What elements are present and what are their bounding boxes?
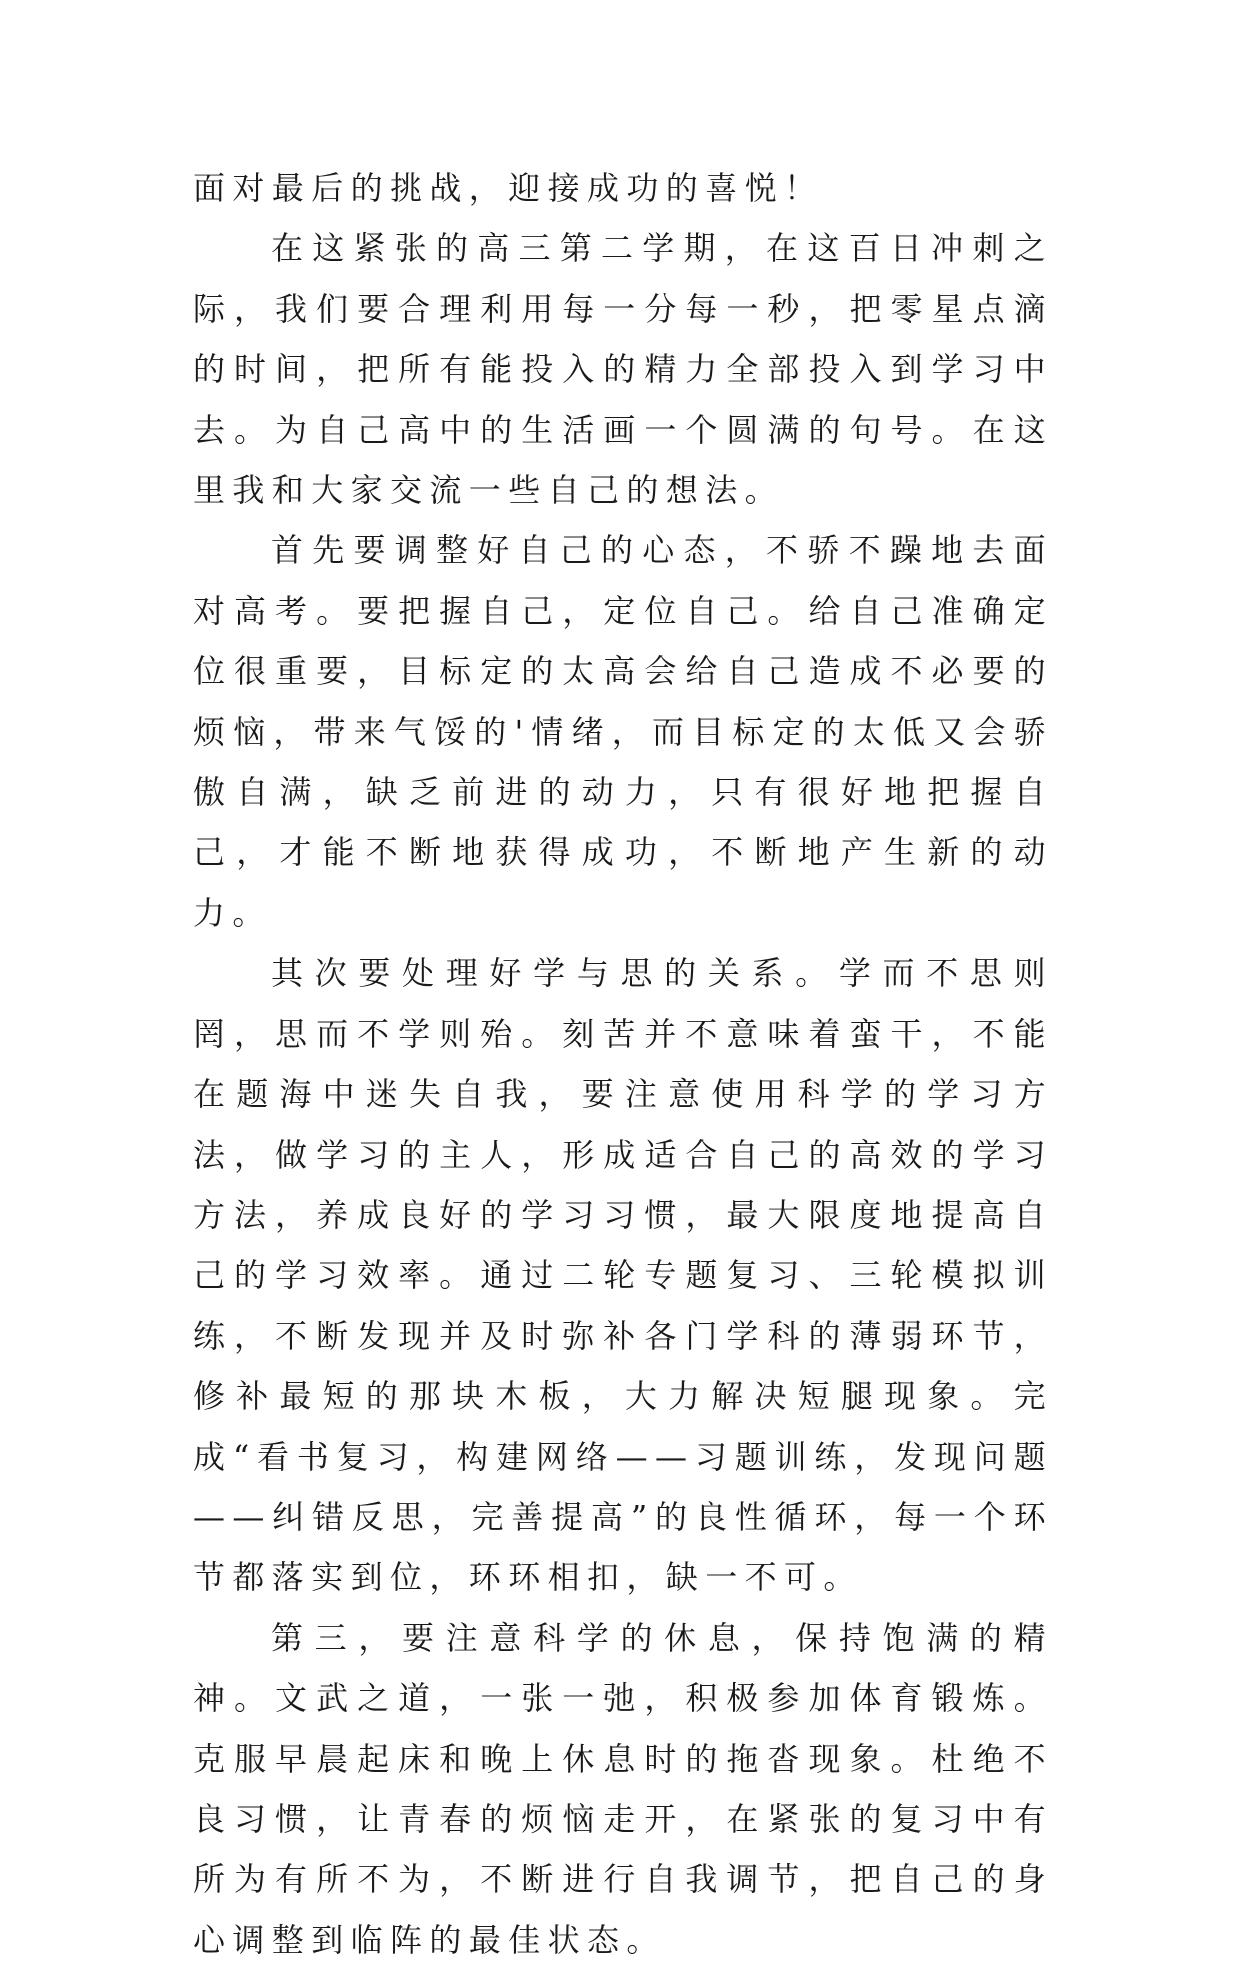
paragraph-mindset: 首先要调整好自己的心态，不骄不躁地去面对高考。要把握自己，定位自己。给自己准确定位很重要，目标定的太高会给自己造成不必要的烦恼，带来气馁的'情绪，而目标定的太低又会骄傲自满，缺乏前进的动力，只有很好地把握自己，才能不断地获得成功，不断地产生新的动力。	[193, 531, 1053, 932]
document-body	[193, 158, 1053, 1970]
paragraph-intro: 在这紧张的高三第二学期，在这百日冲刺之际，我们要合理利用每一分每一秒，把零星点滴的时间，把所有能投入的精力全部投入到学习中去。为自己高中的生活画一个圆满的句号。在这里我和大家交流一些自己的想法。	[193, 229, 1053, 510]
paragraph-continuation: 面对最后的挑战，迎接成功的喜悦！	[193, 169, 824, 207]
paragraph-study-method: 其次要处理好学与思的关系。学而不思则罔，思而不学则殆。刻苦并不意味着蛮干，不能在题海中迷失自我，要注意使用科学的学习方法，做学习的主人，形成适合自己的高效的学习方法，养成良好的学习习惯，最大限度地提高自己的学习效率。通过二轮专题复习、三轮模拟训练，不断发现并及时弥补各门学科的薄弱环节，修补最短的那块木板，大力解决短腿现象。完成“看书复习，构建网络——习题训练，发现问题——纠错反思，完善提高”的良性循环，每一个环节都落实到位，环环相扣，缺一不可。	[193, 954, 1053, 1597]
paragraph-rest: 第三，要注意科学的休息，保持饱满的精神。文武之道，一张一弛，积极参加体育锻炼。克服早晨起床和晚上休息时的拖沓现象。杜绝不良习惯，让青春的烦恼走开，在紧张的复习中有所为有所不为，不断进行自我调节，把自己的身心调整到临阵的最佳状态。	[193, 1618, 1053, 1959]
